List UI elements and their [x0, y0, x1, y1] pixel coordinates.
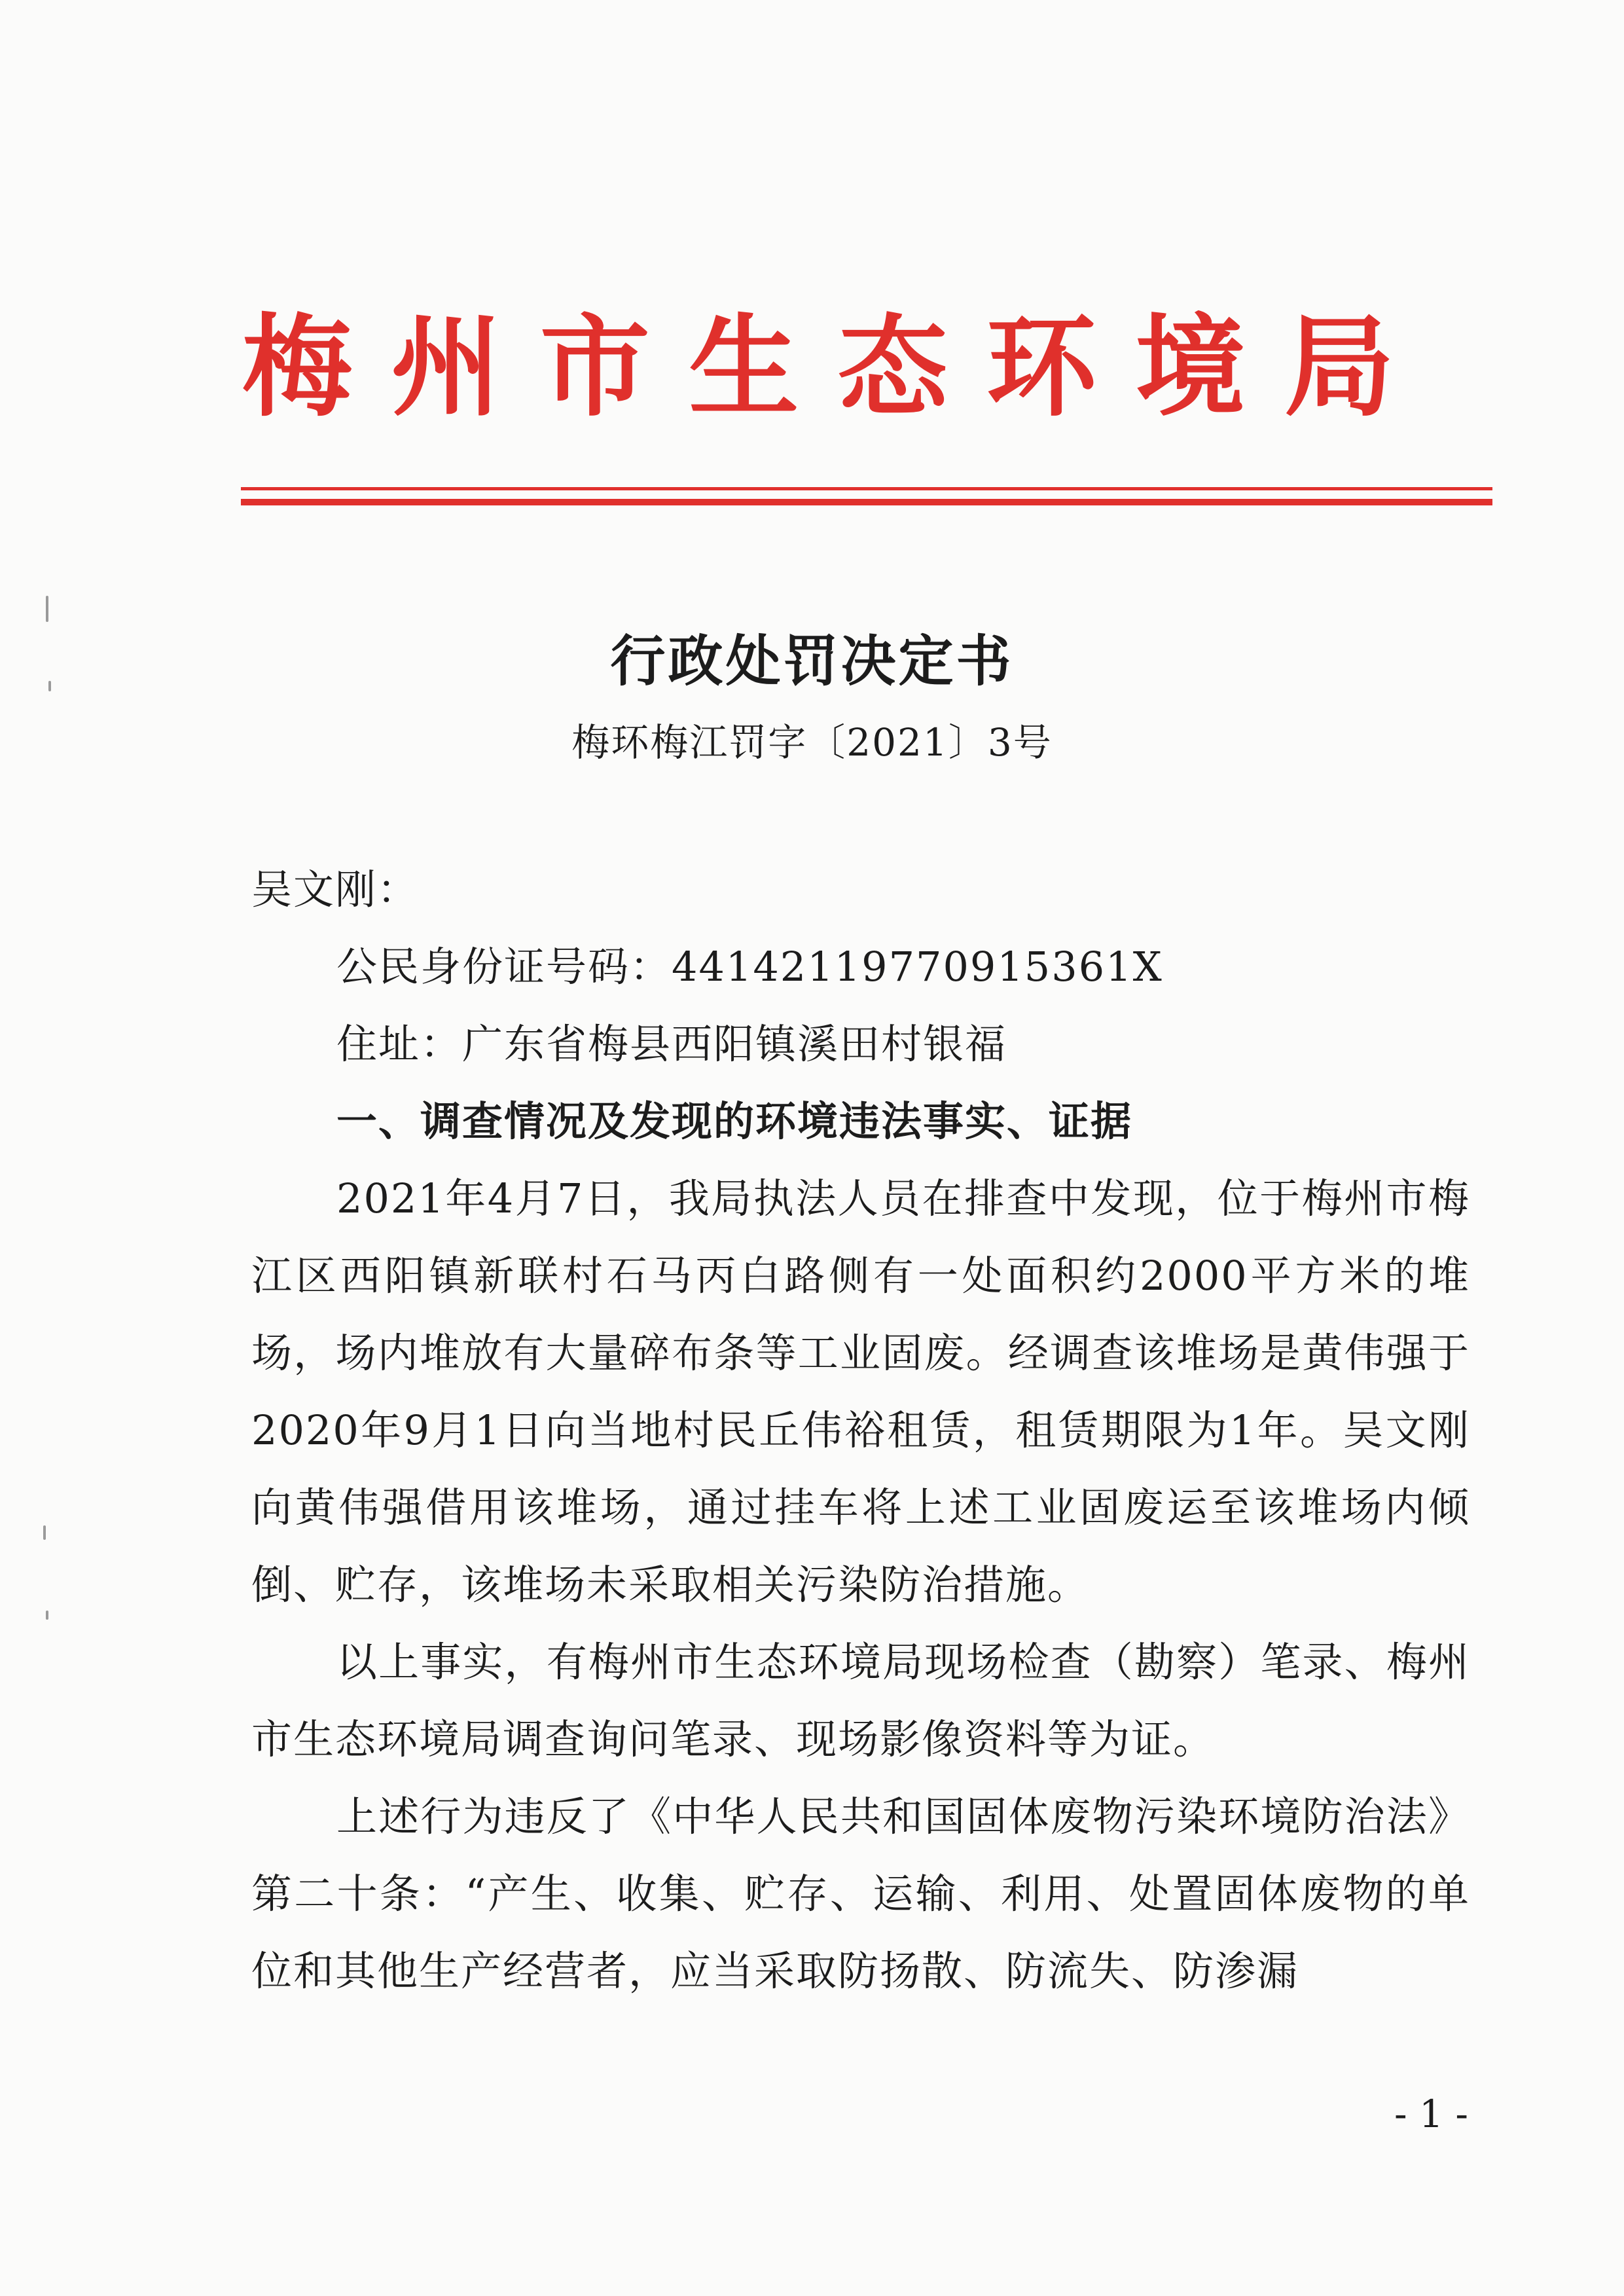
document-title: 行政处罚决定书 — [610, 629, 1014, 693]
header-char: 生 — [689, 302, 799, 431]
body-paragraph: 2021年4月7日，我局执法人员在排查中发现，位于梅州市梅江区西阳镇新联村石马丙白路侧有一处面积约2000平方米的堆场，场内堆放有大量碎布条等工业固废。经调查该堆场是黄伟强于2020年9月1日向当地村民丘伟裕租赁，租赁期限为1年。吴文刚向黄伟强借用该堆场，通过挂车将上述工业固废运至该堆场内倾倒、贮存，该堆场未采取相关污染防治措施。 — [251, 1175, 1470, 1609]
document-number: 梅环梅江罚字〔2021〕3号 — [571, 720, 1053, 765]
header-divider-thick — [241, 499, 1492, 505]
body-paragraph: 以上事实，有梅州市生态环境局现场检查（勘察）笔录、梅州市生态环境局调查询问笔录、现场影像资料等为证。 — [251, 1638, 1470, 1763]
recipient-address: 住址：广东省梅县西阳镇溪田村银福 — [336, 1020, 1007, 1068]
header-divider-thin — [241, 487, 1492, 490]
scan-speck — [43, 1525, 46, 1540]
header-char: 境 — [1135, 302, 1246, 431]
header-char: 局 — [1284, 302, 1394, 431]
scan-speck — [48, 681, 51, 691]
scan-speck — [46, 1611, 48, 1620]
header-char: 态 — [837, 302, 948, 431]
document-body — [251, 851, 1470, 2010]
page-number: - 1 - — [1394, 2092, 1468, 2136]
header-char: 州 — [391, 302, 501, 431]
body-paragraph: 上述行为违反了《中华人民共和国固体废物污染环境防治法》第二十条：“产生、收集、贮存、运输、利用、处置固体废物的单位和其他生产经营者，应当采取防扬散、防流失、防渗漏 — [251, 1793, 1470, 1995]
section-heading: 一、调查情况及发现的环境违法事实、证据 — [336, 1097, 1133, 1145]
header-char: 环 — [986, 302, 1097, 431]
issuing-authority-header — [242, 288, 1394, 445]
header-char: 梅 — [242, 302, 352, 431]
header-char: 市 — [539, 302, 650, 431]
recipient-id-number: 公民身份证号码：44142119770915361X — [336, 943, 1163, 991]
recipient-salutation: 吴文刚： — [251, 866, 420, 913]
scan-speck — [46, 596, 48, 622]
